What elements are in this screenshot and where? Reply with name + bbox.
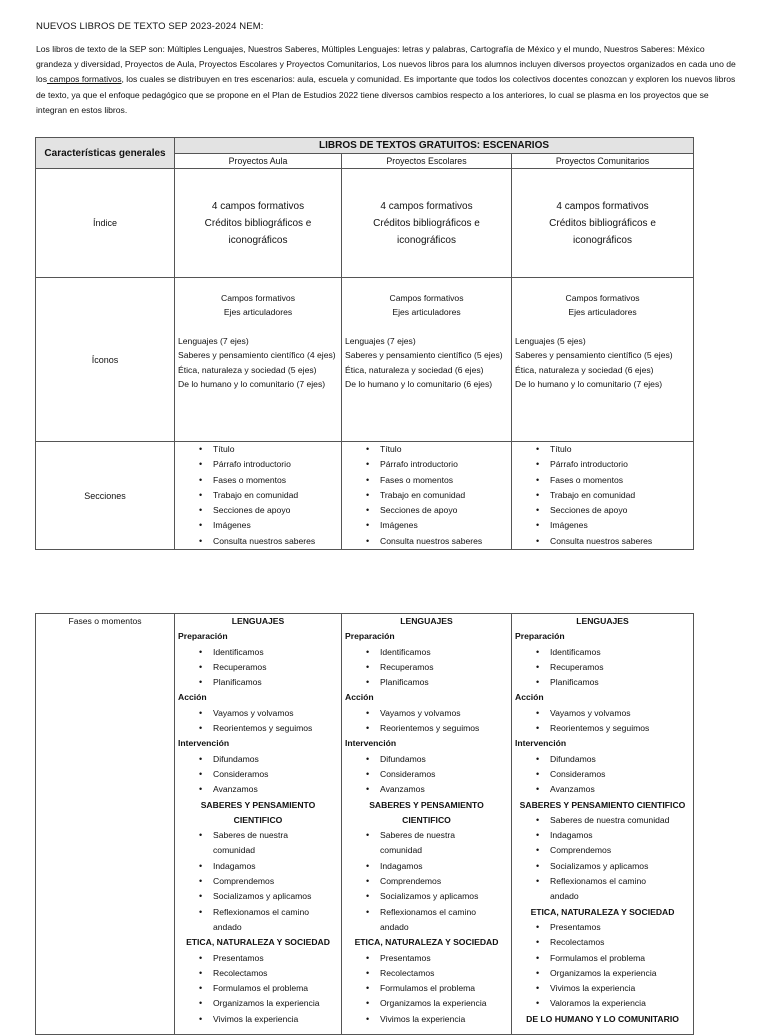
list-item: • Consideramos <box>380 767 511 782</box>
indice-line: iconográficos <box>228 234 288 246</box>
list-item: • Consideramos <box>550 767 693 782</box>
list-item: • Indagamos <box>213 859 321 874</box>
preparacion-heading: Preparación <box>515 631 565 642</box>
iconos-subtitle: Ejes articuladores <box>223 307 293 318</box>
eje-item: Saberes y pensamiento científico (5 ejes) <box>345 350 503 361</box>
etica-list <box>512 920 693 1012</box>
list-item: • Difundamos <box>213 752 341 767</box>
list-item: • Formulamos el problema <box>550 951 693 966</box>
list-item: • Identificamos <box>213 645 341 660</box>
list-item: • Reorientemos y seguimos <box>550 721 693 736</box>
escenarios-table <box>35 137 694 550</box>
iconos-subtitle: Campos formativos <box>389 293 464 303</box>
accion-list <box>512 706 693 737</box>
list-item: • Fases o momentos <box>380 473 511 488</box>
fases-table <box>35 613 694 1035</box>
list-item: • Párrafo introductorio <box>380 457 511 472</box>
eje-item: Ética, naturaleza y sociedad (6 ejes) <box>345 364 484 375</box>
indice-cell <box>175 169 342 278</box>
list-item: • Saberes de nuestra comunidad <box>550 813 671 828</box>
list-item: • Indagamos <box>550 828 671 843</box>
list-item: • Organizamos la experiencia <box>380 996 511 1011</box>
col-proyectos-aula: Proyectos Aula <box>175 154 342 169</box>
saberes-heading: SABERES Y PENSAMIENTO CIENTIFICO <box>519 799 686 810</box>
saberes-list <box>342 828 511 935</box>
list-item: • Recuperamos <box>213 660 341 675</box>
list-item: • Recolectamos <box>213 966 341 981</box>
list-item: • Trabajo en comunidad <box>380 488 511 503</box>
list-item: • Secciones de apoyo <box>213 503 341 518</box>
preparacion-list <box>342 645 511 691</box>
list-item: • Socializamos y aplicamos <box>213 889 321 904</box>
indice-line: Créditos bibliográficos e <box>549 217 656 229</box>
eje-item: Saberes y pensamiento científico (5 ejes) <box>515 350 673 361</box>
header-caracteristicas: Características generales <box>36 138 175 169</box>
list-item: • Título <box>213 442 341 457</box>
intervencion-heading: Intervención <box>515 738 567 749</box>
saberes-heading: SABERES Y PENSAMIENTO CIENTIFICO <box>369 799 484 825</box>
list-item: • Planificamos <box>213 675 341 690</box>
list-item: • Imágenes <box>380 518 511 533</box>
list-item: • Saberes de nuestra comunidad <box>380 828 491 859</box>
list-item: • Saberes de nuestra comunidad <box>213 828 321 859</box>
list-item: • Consulta nuestros saberes <box>380 534 511 549</box>
list-item: • Recolectamos <box>550 935 693 950</box>
list-item: • Avanzamos <box>380 782 511 797</box>
humano-heading: DE LO HUMANO Y LO COMUNITARIO <box>526 1013 679 1024</box>
accion-list <box>175 706 341 737</box>
list-item: • Indagamos <box>380 859 491 874</box>
list-item: • Socializamos y aplicamos <box>550 859 671 874</box>
iconos-cell <box>512 278 694 442</box>
list-item: • Vayamos y volvamos <box>213 706 341 721</box>
list-item: • Formulamos el problema <box>213 981 341 996</box>
list-item: • Organizamos la experiencia <box>550 966 693 981</box>
accion-list <box>342 706 511 737</box>
list-item: • Reflexionamos el camino andado <box>213 905 321 936</box>
list-item: • Vayamos y volvamos <box>380 706 511 721</box>
iconos-subtitle: Ejes articuladores <box>568 307 637 318</box>
accion-heading: Acción <box>345 692 374 703</box>
list-item: • Presentamos <box>380 951 511 966</box>
list-item: • Presentamos <box>550 920 693 935</box>
list-item: • Vivimos la experiencia <box>213 1012 341 1027</box>
accion-heading: Acción <box>515 692 544 703</box>
eje-item: Lenguajes (5 ejes) <box>515 335 586 346</box>
list-item: • Título <box>380 442 511 457</box>
list-item: • Planificamos <box>550 675 693 690</box>
list-item: • Organizamos la experiencia <box>213 996 341 1011</box>
list-item: • Recuperamos <box>550 660 693 675</box>
eje-item: De lo humano y lo comunitario (7 ejes) <box>178 379 326 390</box>
indice-line: Créditos bibliográficos e <box>373 217 480 229</box>
preparacion-heading: Preparación <box>178 631 228 642</box>
col-proyectos-comunitarios: Proyectos Comunitarios <box>512 154 694 169</box>
list-item: • Consulta nuestros saberes <box>213 534 341 549</box>
col-proyectos-escolares: Proyectos Escolares <box>342 154 512 169</box>
list-item: • Título <box>550 442 693 457</box>
lenguajes-heading: LENGUAJES <box>400 616 453 626</box>
list-item: • Avanzamos <box>550 782 693 797</box>
secciones-list <box>342 442 511 549</box>
list-item: • Trabajo en comunidad <box>213 488 341 503</box>
list-item: • Fases o momentos <box>213 473 341 488</box>
list-item: • Difundamos <box>380 752 511 767</box>
list-item: • Identificamos <box>550 645 693 660</box>
iconos-subtitle: Ejes articuladores <box>392 307 461 318</box>
intervencion-list <box>512 752 693 798</box>
fases-cell-aula <box>175 614 342 1035</box>
list-item: • Comprendemos <box>213 874 321 889</box>
list-item: • Presentamos <box>213 951 341 966</box>
eje-item: De lo humano y lo comunitario (6 ejes) <box>345 379 493 390</box>
indice-cell <box>342 169 512 278</box>
iconos-cell <box>175 278 342 442</box>
eje-item: Lenguajes (7 ejes) <box>178 335 249 346</box>
list-item: • Vivimos la experiencia <box>550 981 693 996</box>
list-item: • Formulamos el problema <box>380 981 511 996</box>
list-item: • Trabajo en comunidad <box>550 488 693 503</box>
saberes-list <box>512 813 693 905</box>
list-item: • Fases o momentos <box>550 473 693 488</box>
list-item: • Avanzamos <box>213 782 341 797</box>
preparacion-list <box>175 645 341 691</box>
list-item: • Comprendemos <box>550 843 671 858</box>
row-label-fases: Fases o momentos <box>36 614 175 1035</box>
list-item: • Párrafo introductorio <box>550 457 693 472</box>
list-item: • Reorientemos y seguimos <box>380 721 511 736</box>
etica-heading: ETICA, NATURALEZA Y SOCIEDAD <box>354 937 499 948</box>
row-label-secciones: Secciones <box>36 442 175 550</box>
list-item: • Reorientemos y seguimos <box>213 721 341 736</box>
list-item: • Párrafo introductorio <box>213 457 341 472</box>
indice-line: 4 campos formativos <box>211 200 305 212</box>
eje-item: Ética, naturaleza y sociedad (5 ejes) <box>178 364 317 375</box>
etica-heading: ETICA, NATURALEZA Y SOCIEDAD <box>530 906 675 917</box>
iconos-subtitle: Campos formativos <box>220 293 296 303</box>
indice-line: iconográficos <box>397 234 456 246</box>
eje-item: De lo humano y lo comunitario (7 ejes) <box>515 379 663 390</box>
secciones-cell <box>175 442 342 550</box>
iconos-subtitle: Campos formativos <box>565 293 640 303</box>
list-item: • Comprendemos <box>380 874 491 889</box>
list-item: • Vayamos y volvamos <box>550 706 693 721</box>
list-item: • Identificamos <box>380 645 511 660</box>
intro-text-1: Los libros de texto de la SEP son: Múltiples Lenguajes, Nuestros Saberes, Múltiples Lenguajes: letras y palabras, Cartografía de México y el mundo, Nuestros Saberes: México grandeza y diversidad, Proyectos de Aula, Proyectos Escolares y Proyectos Comunitarios, Los nuevos libros para los alumnos incluyen diversos proyectos organizados en cada uno de los <box>36 44 736 85</box>
saberes-heading: SABERES Y PENSAMIENTO CIENTIFICO <box>200 799 316 825</box>
list-item: • Consulta nuestros saberes <box>550 534 693 549</box>
list-item: • Planificamos <box>380 675 511 690</box>
secciones-cell <box>342 442 512 550</box>
row-label-iconos: Íconos <box>36 278 175 442</box>
preparacion-list <box>512 645 693 691</box>
list-item: • Recolectamos <box>380 966 511 981</box>
eje-item: Lenguajes (7 ejes) <box>345 335 416 346</box>
intervencion-heading: Intervención <box>345 738 397 749</box>
indice-line: Créditos bibliográficos e <box>204 217 312 229</box>
indice-line: 4 campos formativos <box>556 200 649 212</box>
list-item: • Reflexionamos el camino andado <box>380 905 491 936</box>
intervencion-heading: Intervención <box>178 738 230 749</box>
indice-cell <box>512 169 694 278</box>
list-item: • Recuperamos <box>380 660 511 675</box>
lenguajes-heading: LENGUAJES <box>576 616 629 626</box>
list-item: • Secciones de apoyo <box>550 503 693 518</box>
secciones-list <box>175 442 341 549</box>
campos-formativos-link[interactable]: campos formativos <box>47 74 122 85</box>
fases-cell-comunitarios <box>512 614 694 1035</box>
intervencion-list <box>175 752 341 798</box>
list-item: • Consideramos <box>213 767 341 782</box>
indice-line: 4 campos formativos <box>380 200 473 212</box>
secciones-cell <box>512 442 694 550</box>
accion-heading: Acción <box>178 692 207 703</box>
etica-list <box>175 951 341 1027</box>
etica-heading: ETICA, NATURALEZA Y SOCIEDAD <box>186 937 330 948</box>
list-item: • Vivimos la experiencia <box>380 1012 511 1027</box>
list-item: • Imágenes <box>213 518 341 533</box>
iconos-cell <box>342 278 512 442</box>
etica-list <box>342 951 511 1027</box>
list-item: • Socializamos y aplicamos <box>380 889 491 904</box>
list-item: • Valoramos la experiencia <box>550 996 693 1011</box>
row-label-indice: Índice <box>36 169 175 278</box>
eje-item: Saberes y pensamiento científico (4 ejes) <box>178 350 336 361</box>
list-item: • Secciones de apoyo <box>380 503 511 518</box>
intro-paragraph <box>36 42 736 118</box>
saberes-list <box>175 828 341 935</box>
intervencion-list <box>342 752 511 798</box>
fases-cell-escolares <box>342 614 512 1035</box>
document-title: NUEVOS LIBROS DE TEXTO SEP 2023-2024 NEM: <box>36 21 264 32</box>
header-escenarios: LIBROS DE TEXTOS GRATUITOS: ESCENARIOS <box>175 138 694 154</box>
lenguajes-heading: LENGUAJES <box>231 616 285 626</box>
eje-item: Ética, naturaleza y sociedad (6 ejes) <box>515 364 654 375</box>
secciones-list <box>512 442 693 549</box>
list-item: • Imágenes <box>550 518 693 533</box>
intro-text-2: , los cuales se distribuyen en tres escenarios: aula, escuela y comunidad. Es importante que todos los colectivos docentes conozcan y exploren los nuevos libros de texto, ya que el enfoque pedagógico que se propone en el Plan de Estudios 2022 tiene diversos cambios respecto a los anteriores, lo cual se plasma en los proyectos que se integran en estos libros. <box>36 74 736 115</box>
list-item: • Difundamos <box>550 752 693 767</box>
preparacion-heading: Preparación <box>345 631 395 642</box>
indice-line: iconográficos <box>573 234 632 246</box>
list-item: • Reflexionamos el camino andado <box>550 874 671 905</box>
